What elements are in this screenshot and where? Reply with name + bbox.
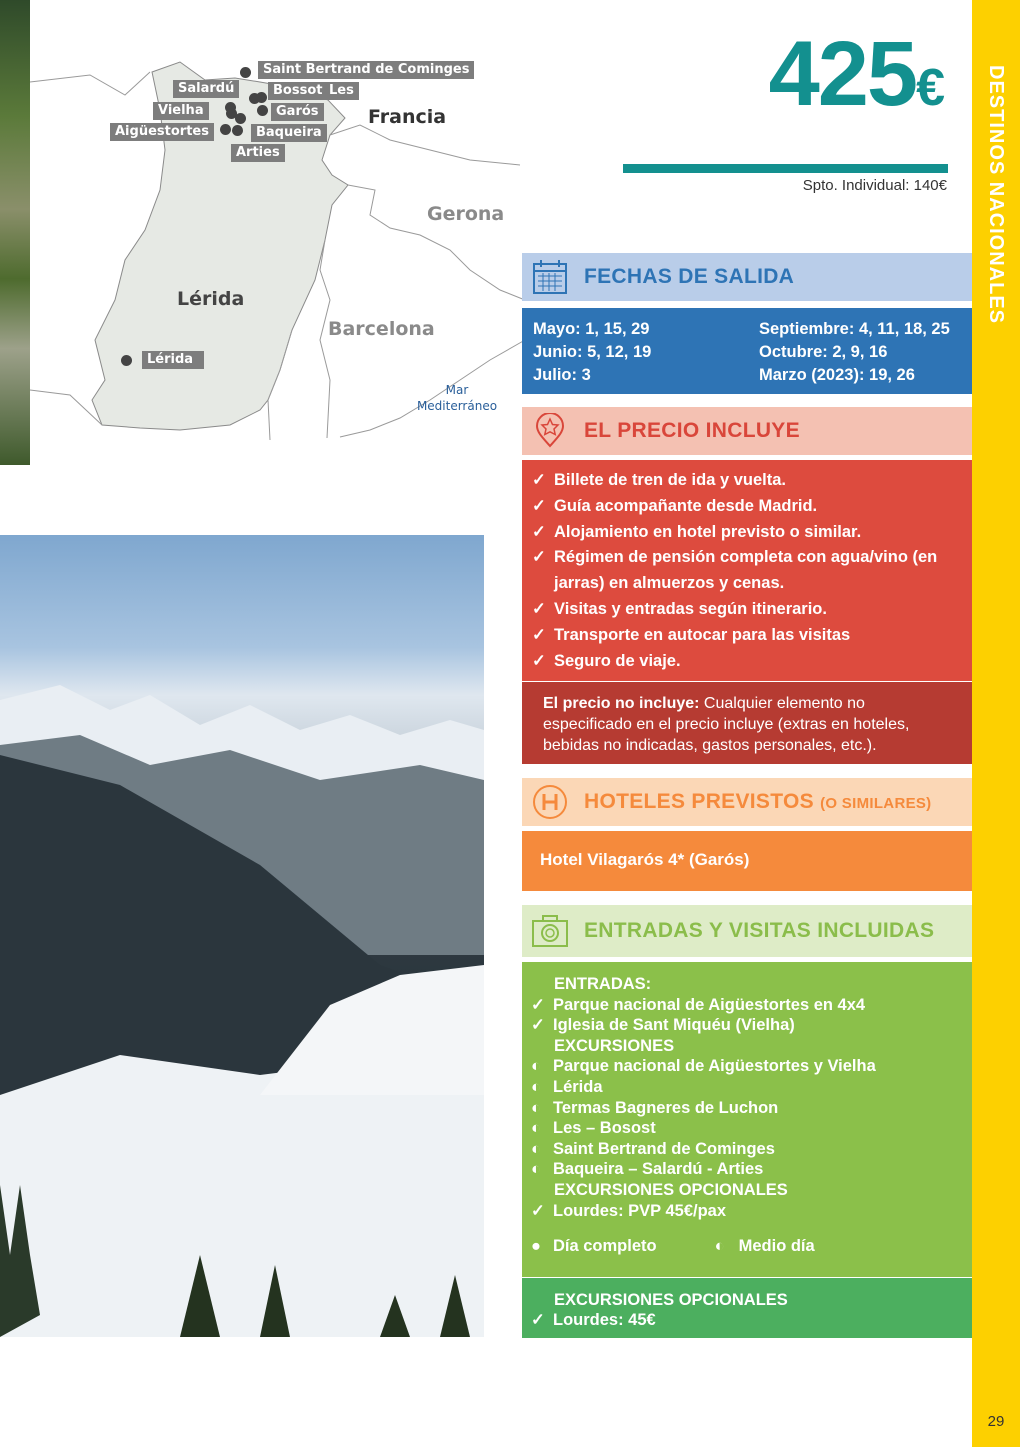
price-amount: 425 bbox=[768, 23, 917, 125]
check-icon: ✓ bbox=[532, 651, 546, 670]
landscape-photo-strip bbox=[0, 0, 30, 465]
sea-line-2: Mediterráneo bbox=[416, 399, 498, 413]
include-item bbox=[532, 468, 962, 494]
not-included-label: El precio no incluye: bbox=[543, 695, 700, 712]
map-dot bbox=[220, 124, 231, 135]
camera-icon bbox=[526, 907, 574, 955]
dates-box bbox=[522, 308, 972, 394]
excursion-text: Saint Bertrand de Cominges bbox=[553, 1139, 775, 1158]
optional-item bbox=[531, 1310, 963, 1330]
map-dot bbox=[240, 67, 251, 78]
date-line: Julio: 3 bbox=[533, 366, 591, 384]
include-item-text: Alojamiento en hotel previsto o similar. bbox=[554, 522, 862, 541]
map-label-sea bbox=[412, 382, 502, 414]
include-item bbox=[532, 623, 962, 649]
map-tag-bossot: Bossot bbox=[268, 82, 327, 100]
excursion-item bbox=[531, 1139, 963, 1160]
map-tag-saint-bertrand: Saint Bertrand de Cominges bbox=[258, 61, 474, 79]
include-item-text: Guía acompañante desde Madrid. bbox=[554, 496, 818, 515]
half-day-icon: ◐ bbox=[714, 1237, 725, 1256]
include-item-text: Transporte en autocar para las visitas bbox=[554, 625, 851, 644]
not-included-box bbox=[522, 682, 972, 764]
date-line: Octubre: 2, 9, 16 bbox=[759, 343, 888, 361]
excursion-item bbox=[531, 1056, 963, 1077]
date-line: Septiembre: 4, 11, 18, 25 bbox=[759, 320, 950, 338]
check-icon: ✓ bbox=[532, 599, 546, 618]
entrada-text: Parque nacional de Aigüestortes en 4x4 bbox=[553, 995, 866, 1014]
check-icon: ✓ bbox=[531, 1311, 545, 1329]
include-item-text: Billete de tren de ida y vuelta. bbox=[554, 471, 786, 489]
hotel-icon bbox=[526, 778, 574, 826]
optional-label: EXCURSIONES OPCIONALES bbox=[554, 1291, 788, 1309]
price-underline bbox=[623, 164, 948, 173]
opcionales-label: EXCURSIONES OPCIONALES bbox=[554, 1180, 788, 1199]
map-tag-vielha: Vielha bbox=[153, 102, 209, 120]
check-icon: ✓ bbox=[531, 995, 545, 1014]
check-icon: ✓ bbox=[532, 625, 546, 644]
include-item-text: Régimen de pensión completa con agua/vino (en jarras) en almuerzos y cenas. bbox=[554, 548, 938, 593]
mountain-photo bbox=[0, 535, 484, 1337]
map-label-lerida: Lérida bbox=[177, 288, 245, 310]
page-number: 29 bbox=[987, 1413, 1005, 1430]
excursion-text: Parque nacional de Aigüestortes y Vielha bbox=[553, 1057, 876, 1076]
visits-header bbox=[522, 905, 972, 957]
map-tag-aiguestortes: Aigüestortes bbox=[110, 123, 214, 141]
map-dot bbox=[225, 102, 236, 113]
check-icon: ✓ bbox=[532, 496, 546, 515]
excursiones-label: EXCURSIONES bbox=[554, 1036, 675, 1055]
date-line: Junio: 5, 12, 19 bbox=[533, 343, 652, 361]
not-included-text: Cualquier elemento no especificado en el precio incluye (extras en hoteles, bebidas no indicadas, gastos personales, etc.). bbox=[543, 695, 910, 754]
includes-header bbox=[522, 407, 972, 455]
legend-full-text: Día completo bbox=[553, 1237, 657, 1256]
check-icon: ✓ bbox=[532, 471, 546, 489]
excursion-text: Les – Bosost bbox=[553, 1119, 656, 1138]
map-dot bbox=[257, 105, 268, 116]
entrada-text: Iglesia de Sant Miquéu (Vielha) bbox=[553, 1016, 795, 1035]
include-item-text: Seguro de viaje. bbox=[554, 651, 681, 670]
include-item bbox=[532, 494, 962, 520]
dates-column-left bbox=[533, 318, 651, 387]
border-line bbox=[30, 72, 150, 95]
legend bbox=[531, 1236, 963, 1257]
check-icon: ✓ bbox=[532, 548, 546, 567]
half-day-icon: ◐ bbox=[531, 1139, 541, 1158]
map-tag-garos: Garós bbox=[271, 103, 324, 121]
legend-half-day bbox=[715, 1236, 815, 1257]
excursion-item bbox=[531, 1159, 963, 1180]
calendar-icon bbox=[526, 253, 574, 301]
excursion-item bbox=[531, 1077, 963, 1098]
map-label-barcelona: Barcelona bbox=[328, 318, 435, 340]
legend-full-day bbox=[531, 1236, 657, 1257]
optional-box bbox=[522, 1278, 972, 1338]
includes-title: EL PRECIO INCLUYE bbox=[584, 419, 800, 442]
price-currency: € bbox=[916, 59, 945, 117]
dates-title: FECHAS DE SALIDA bbox=[584, 265, 795, 288]
entrada-item bbox=[531, 1015, 963, 1036]
excursion-item bbox=[531, 1118, 963, 1139]
excursion-item bbox=[531, 1098, 963, 1119]
hotel-name: Hotel Vilagarós 4* (Garós) bbox=[540, 850, 750, 869]
map-dot bbox=[121, 355, 132, 366]
map-tag-baqueira: Baqueira bbox=[251, 124, 327, 142]
optional-text: Lourdes: 45€ bbox=[553, 1311, 656, 1329]
excursion-text: Baqueira – Salardú - Arties bbox=[553, 1160, 764, 1179]
include-item bbox=[532, 520, 962, 546]
hotels-title-main: HOTELES PREVISTOS bbox=[584, 790, 814, 813]
include-item-text: Visitas y entradas según itinerario. bbox=[554, 599, 827, 618]
sea-line-1: Mar bbox=[445, 383, 469, 397]
hotel-box bbox=[522, 831, 972, 891]
includes-box bbox=[522, 460, 972, 681]
entrada-item bbox=[531, 995, 963, 1016]
map-label-francia: Francia bbox=[368, 106, 447, 128]
include-item bbox=[532, 649, 962, 675]
half-day-icon: ◐ bbox=[531, 1119, 541, 1138]
hotels-title-sub: (O SIMILARES) bbox=[820, 795, 932, 812]
map-label-gerona: Gerona bbox=[427, 203, 505, 225]
map-tag-les: Les bbox=[324, 82, 359, 100]
check-icon: ✓ bbox=[531, 1016, 545, 1035]
date-line: Marzo (2023): 19, 26 bbox=[759, 366, 915, 384]
single-supplement: Spto. Individual: 140€ bbox=[802, 177, 947, 194]
half-day-icon: ◐ bbox=[531, 1098, 541, 1117]
full-day-icon: ● bbox=[531, 1237, 541, 1256]
half-day-icon: ◐ bbox=[531, 1057, 541, 1076]
visits-title: ENTRADAS Y VISITAS INCLUIDAS bbox=[584, 919, 935, 942]
legend-half-text: Medio día bbox=[738, 1237, 815, 1256]
excursion-text: Lérida bbox=[553, 1077, 603, 1096]
half-day-icon: ◐ bbox=[531, 1160, 541, 1179]
opcional-item bbox=[531, 1201, 963, 1222]
include-item bbox=[532, 545, 962, 597]
map-tag-arties: Arties bbox=[231, 144, 285, 162]
mountain-illustration bbox=[0, 535, 484, 1337]
price bbox=[769, 22, 945, 127]
date-line: Mayo: 1, 15, 29 bbox=[533, 320, 650, 338]
half-day-icon: ◐ bbox=[531, 1077, 541, 1096]
section-title: DESTINOS NACIONALES bbox=[985, 65, 1007, 325]
map-tag-lerida: Lérida bbox=[142, 351, 204, 369]
map-dot bbox=[256, 92, 267, 103]
check-icon: ✓ bbox=[532, 522, 546, 541]
route-map bbox=[30, 0, 530, 470]
border-line bbox=[330, 125, 520, 165]
border-line bbox=[30, 390, 102, 425]
opcional-text: Lourdes: PVP 45€/pax bbox=[553, 1201, 727, 1220]
include-item bbox=[532, 597, 962, 623]
check-icon: ✓ bbox=[531, 1201, 545, 1220]
entradas-label: ENTRADAS: bbox=[554, 975, 652, 993]
dates-header bbox=[522, 253, 972, 301]
hotels-header bbox=[522, 778, 972, 826]
map-dot bbox=[235, 113, 246, 124]
hotels-title bbox=[584, 790, 931, 814]
map-dot bbox=[232, 125, 243, 136]
badge-star-icon bbox=[526, 407, 574, 455]
visits-box bbox=[522, 962, 972, 1277]
dates-column-right bbox=[759, 318, 950, 387]
map-tag-salardu: Salardú bbox=[173, 80, 239, 98]
excursion-text: Termas Bagneres de Luchon bbox=[553, 1098, 779, 1117]
